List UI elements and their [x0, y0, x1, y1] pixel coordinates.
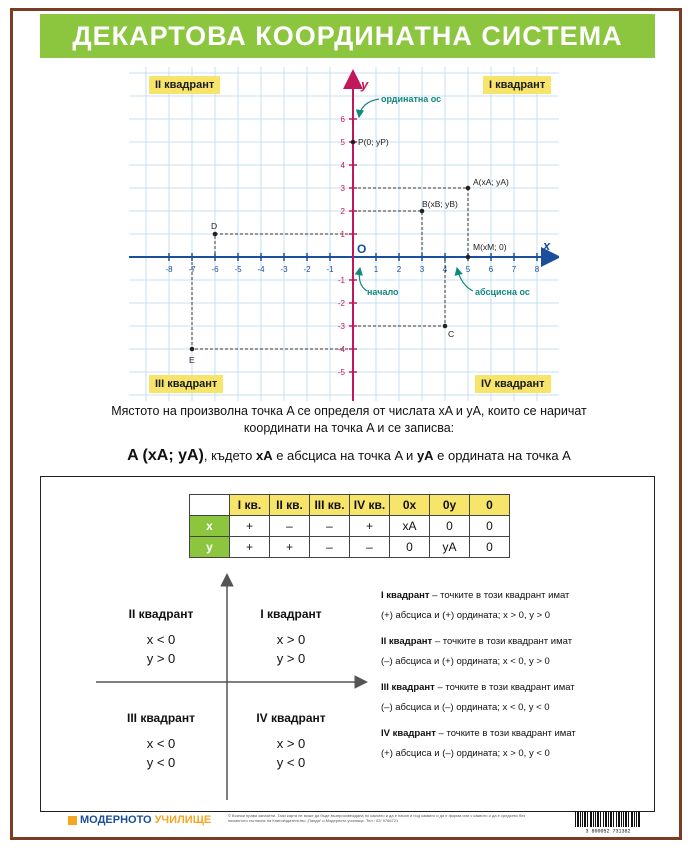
point-m-label: M(xM; 0)	[473, 242, 507, 252]
x-tick-label: 8	[534, 265, 540, 274]
origin-label: O	[357, 242, 367, 256]
summary-quadrant-1	[241, 605, 341, 668]
x-tick-label: 5	[465, 265, 471, 274]
summary-q3-y: y < 0	[146, 755, 176, 770]
y-tick-label: 6	[340, 115, 345, 124]
barcode-icon	[573, 811, 643, 833]
sign-table-row-label: y	[190, 537, 230, 558]
rule-text: – точките в този квадрант имат	[434, 682, 575, 693]
rule-text: – точките в този квадрант имат	[432, 636, 573, 647]
x-tick-label: -4	[257, 265, 265, 274]
sign-table-header: 0	[470, 495, 510, 516]
coordinate-plane-svg	[129, 67, 559, 401]
x-tick-label: -2	[303, 265, 311, 274]
page-title: ДЕКАРТОВА КООРДИНАТНА СИСТЕМА	[40, 14, 655, 58]
sign-table-header: 0y	[430, 495, 470, 516]
y-tick-label: -5	[337, 368, 345, 377]
quadrant-rules	[381, 589, 651, 773]
point-c-dot	[443, 324, 448, 329]
barcode-number: 3 800052 731382	[585, 828, 631, 833]
table-row	[190, 516, 510, 537]
sign-table-header: I кв.	[230, 495, 270, 516]
rule-quadrant-3	[381, 681, 651, 714]
sign-table-cell: –	[310, 516, 350, 537]
point-c-label: C	[448, 329, 455, 339]
y-tick-label: -4	[337, 345, 345, 354]
point-p-label: P(0; yP)	[358, 137, 389, 147]
sign-table-cell: 0	[470, 516, 510, 537]
rule-text: – точките в този квадрант имат	[429, 590, 570, 601]
sign-table-cell: +	[230, 516, 270, 537]
coordinate-formula	[33, 447, 665, 465]
rule-detail: (–) абсциса и (–) ордината; x < 0, y < 0	[381, 702, 550, 713]
y-tick-label: 2	[340, 207, 345, 216]
footer	[68, 811, 643, 835]
badge-quadrant-1: I квадрант	[483, 76, 551, 94]
rule-text: – точките в този квадрант имат	[435, 728, 576, 739]
sign-table-cell: 0	[430, 516, 470, 537]
point-m-dot	[466, 255, 471, 260]
sign-table-cell: –	[350, 537, 390, 558]
x-tick-label: -3	[280, 265, 288, 274]
x-tick-label: 3	[419, 265, 425, 274]
x-tick-label: 1	[373, 265, 379, 274]
y-tick-label: 4	[340, 161, 345, 170]
rule-detail: (+) абсциса и (+) ордината; x > 0, y > 0	[381, 610, 551, 621]
summary-q2-x: x < 0	[146, 632, 176, 647]
y-tick-label: 1	[340, 230, 345, 239]
sign-table-header: II кв.	[270, 495, 310, 516]
x-tick-label: -7	[188, 265, 196, 274]
summary-q3-title: III квадрант	[127, 711, 195, 725]
formula-mid2: е абсциса на точка A и	[272, 448, 417, 463]
sign-table-row-label: x	[190, 516, 230, 537]
description-line-1: Мястото на произволна точка A се определя от числата xA и yA, които се наричат	[111, 404, 587, 418]
badge-quadrant-2: II квадрант	[149, 76, 220, 94]
x-tick-label: -5	[234, 265, 242, 274]
sign-table-header: 0x	[390, 495, 430, 516]
summary-q1-x: x > 0	[276, 632, 306, 647]
summary-quadrant-3	[111, 709, 211, 772]
sign-table	[189, 494, 510, 558]
sign-table-cell: –	[270, 516, 310, 537]
sign-table-header: IV кв.	[350, 495, 390, 516]
y-tick-label: 5	[340, 138, 345, 147]
table-row	[190, 537, 510, 558]
sign-table-cell: –	[310, 537, 350, 558]
badge-quadrant-4: IV квадрант	[475, 375, 551, 393]
sign-table-cell: +	[350, 516, 390, 537]
y-tick-label: -2	[337, 299, 345, 308]
badge-quadrant-3: III квадрант	[149, 375, 223, 393]
point-p-dot	[351, 140, 356, 145]
description-line-2: координати на точка A и се записва:	[243, 421, 455, 435]
x-tick-label: -8	[165, 265, 173, 274]
formula-ya: yA	[416, 448, 434, 463]
sign-table-cell: 0	[470, 537, 510, 558]
x-tick-label: 7	[511, 265, 517, 274]
point-d-dot	[213, 232, 218, 237]
x-tick-label: -1	[326, 265, 334, 274]
x-axis-name: x	[543, 238, 551, 253]
coordinate-graph	[129, 67, 559, 401]
y-tick-label: 3	[340, 184, 345, 193]
y-tick-label: -3	[337, 322, 345, 331]
y-axis-name: y	[361, 77, 369, 92]
summary-q1-title: I квадрант	[260, 607, 322, 621]
point-b-dot	[420, 209, 425, 214]
point-a-dot	[466, 186, 471, 191]
point-e-label: E	[189, 355, 195, 365]
point-a-label: A(xA; yA)	[473, 177, 509, 187]
formula-xa: xA	[255, 448, 273, 463]
copyright-text: © Всички права запазени. Тази карта не може да бъде възпроизвеждана по какъвто и да е начин и под каквато и да е форма или с каквото и да е средство без писменото съгласие на Книгоиздателство „Панда“ и Модерното училище. Тел.: 02/ 9766721	[228, 813, 526, 823]
start-annotation: начало	[367, 287, 399, 297]
sign-table-cell: xA	[390, 516, 430, 537]
sign-table-cell: +	[230, 537, 270, 558]
publisher-logo	[68, 814, 211, 826]
summary-box	[40, 476, 655, 812]
logo-main-text: МОДЕРНОТО	[80, 814, 152, 826]
summary-q4-x: x > 0	[276, 736, 306, 751]
sign-table-cell: 0	[390, 537, 430, 558]
summary-q3-x: x < 0	[146, 736, 176, 751]
rule-detail: (+) абсциса и (–) ордината; x > 0, y < 0	[381, 748, 550, 759]
logo-accent-text: УЧИЛИЩЕ	[154, 814, 212, 826]
formula-mid: , където	[203, 448, 256, 463]
rule-quadrant-1	[381, 589, 651, 622]
point-d-label: D	[211, 221, 218, 231]
sign-table-cell: yA	[430, 537, 470, 558]
rule-name: III квадрант	[381, 682, 435, 693]
formula-main: A (xA; yA)	[127, 447, 204, 464]
sign-table-corner	[190, 495, 230, 516]
summary-quadrant-2	[111, 605, 211, 668]
rule-name: II квадрант	[381, 636, 433, 647]
summary-q4-title: IV квадрант	[256, 711, 326, 725]
x-tick-label: -6	[211, 265, 219, 274]
rule-quadrant-2	[381, 635, 651, 668]
summary-q2-y: y > 0	[146, 651, 176, 666]
summary-quadrant-4	[241, 709, 341, 772]
rule-quadrant-4	[381, 727, 651, 760]
y-tick-label: -1	[337, 276, 345, 285]
point-e-dot	[190, 347, 195, 352]
summary-q1-y: y > 0	[276, 651, 306, 666]
x-tick-label: 2	[396, 265, 402, 274]
summary-q4-y: y < 0	[276, 755, 306, 770]
x-tick-label: 4	[442, 265, 448, 274]
rule-name: IV квадрант	[381, 728, 436, 739]
x-tick-label: 6	[488, 265, 494, 274]
ordinate-axis-annotation: ординатна ос	[381, 94, 442, 104]
poster-frame	[10, 8, 682, 840]
point-b-label: B(xB; yB)	[422, 199, 458, 209]
sign-table-header: III кв.	[310, 495, 350, 516]
abscissa-axis-annotation: абсцисна ос	[475, 287, 530, 297]
logo-square-icon	[68, 816, 77, 825]
sign-table-cell: +	[270, 537, 310, 558]
formula-end: е ордината на точка A	[433, 448, 571, 463]
rule-name: I квадрант	[381, 590, 430, 601]
rule-detail: (–) абсциса и (+) ордината; x < 0, y > 0	[381, 656, 550, 667]
summary-q2-title: II квадрант	[128, 607, 194, 621]
